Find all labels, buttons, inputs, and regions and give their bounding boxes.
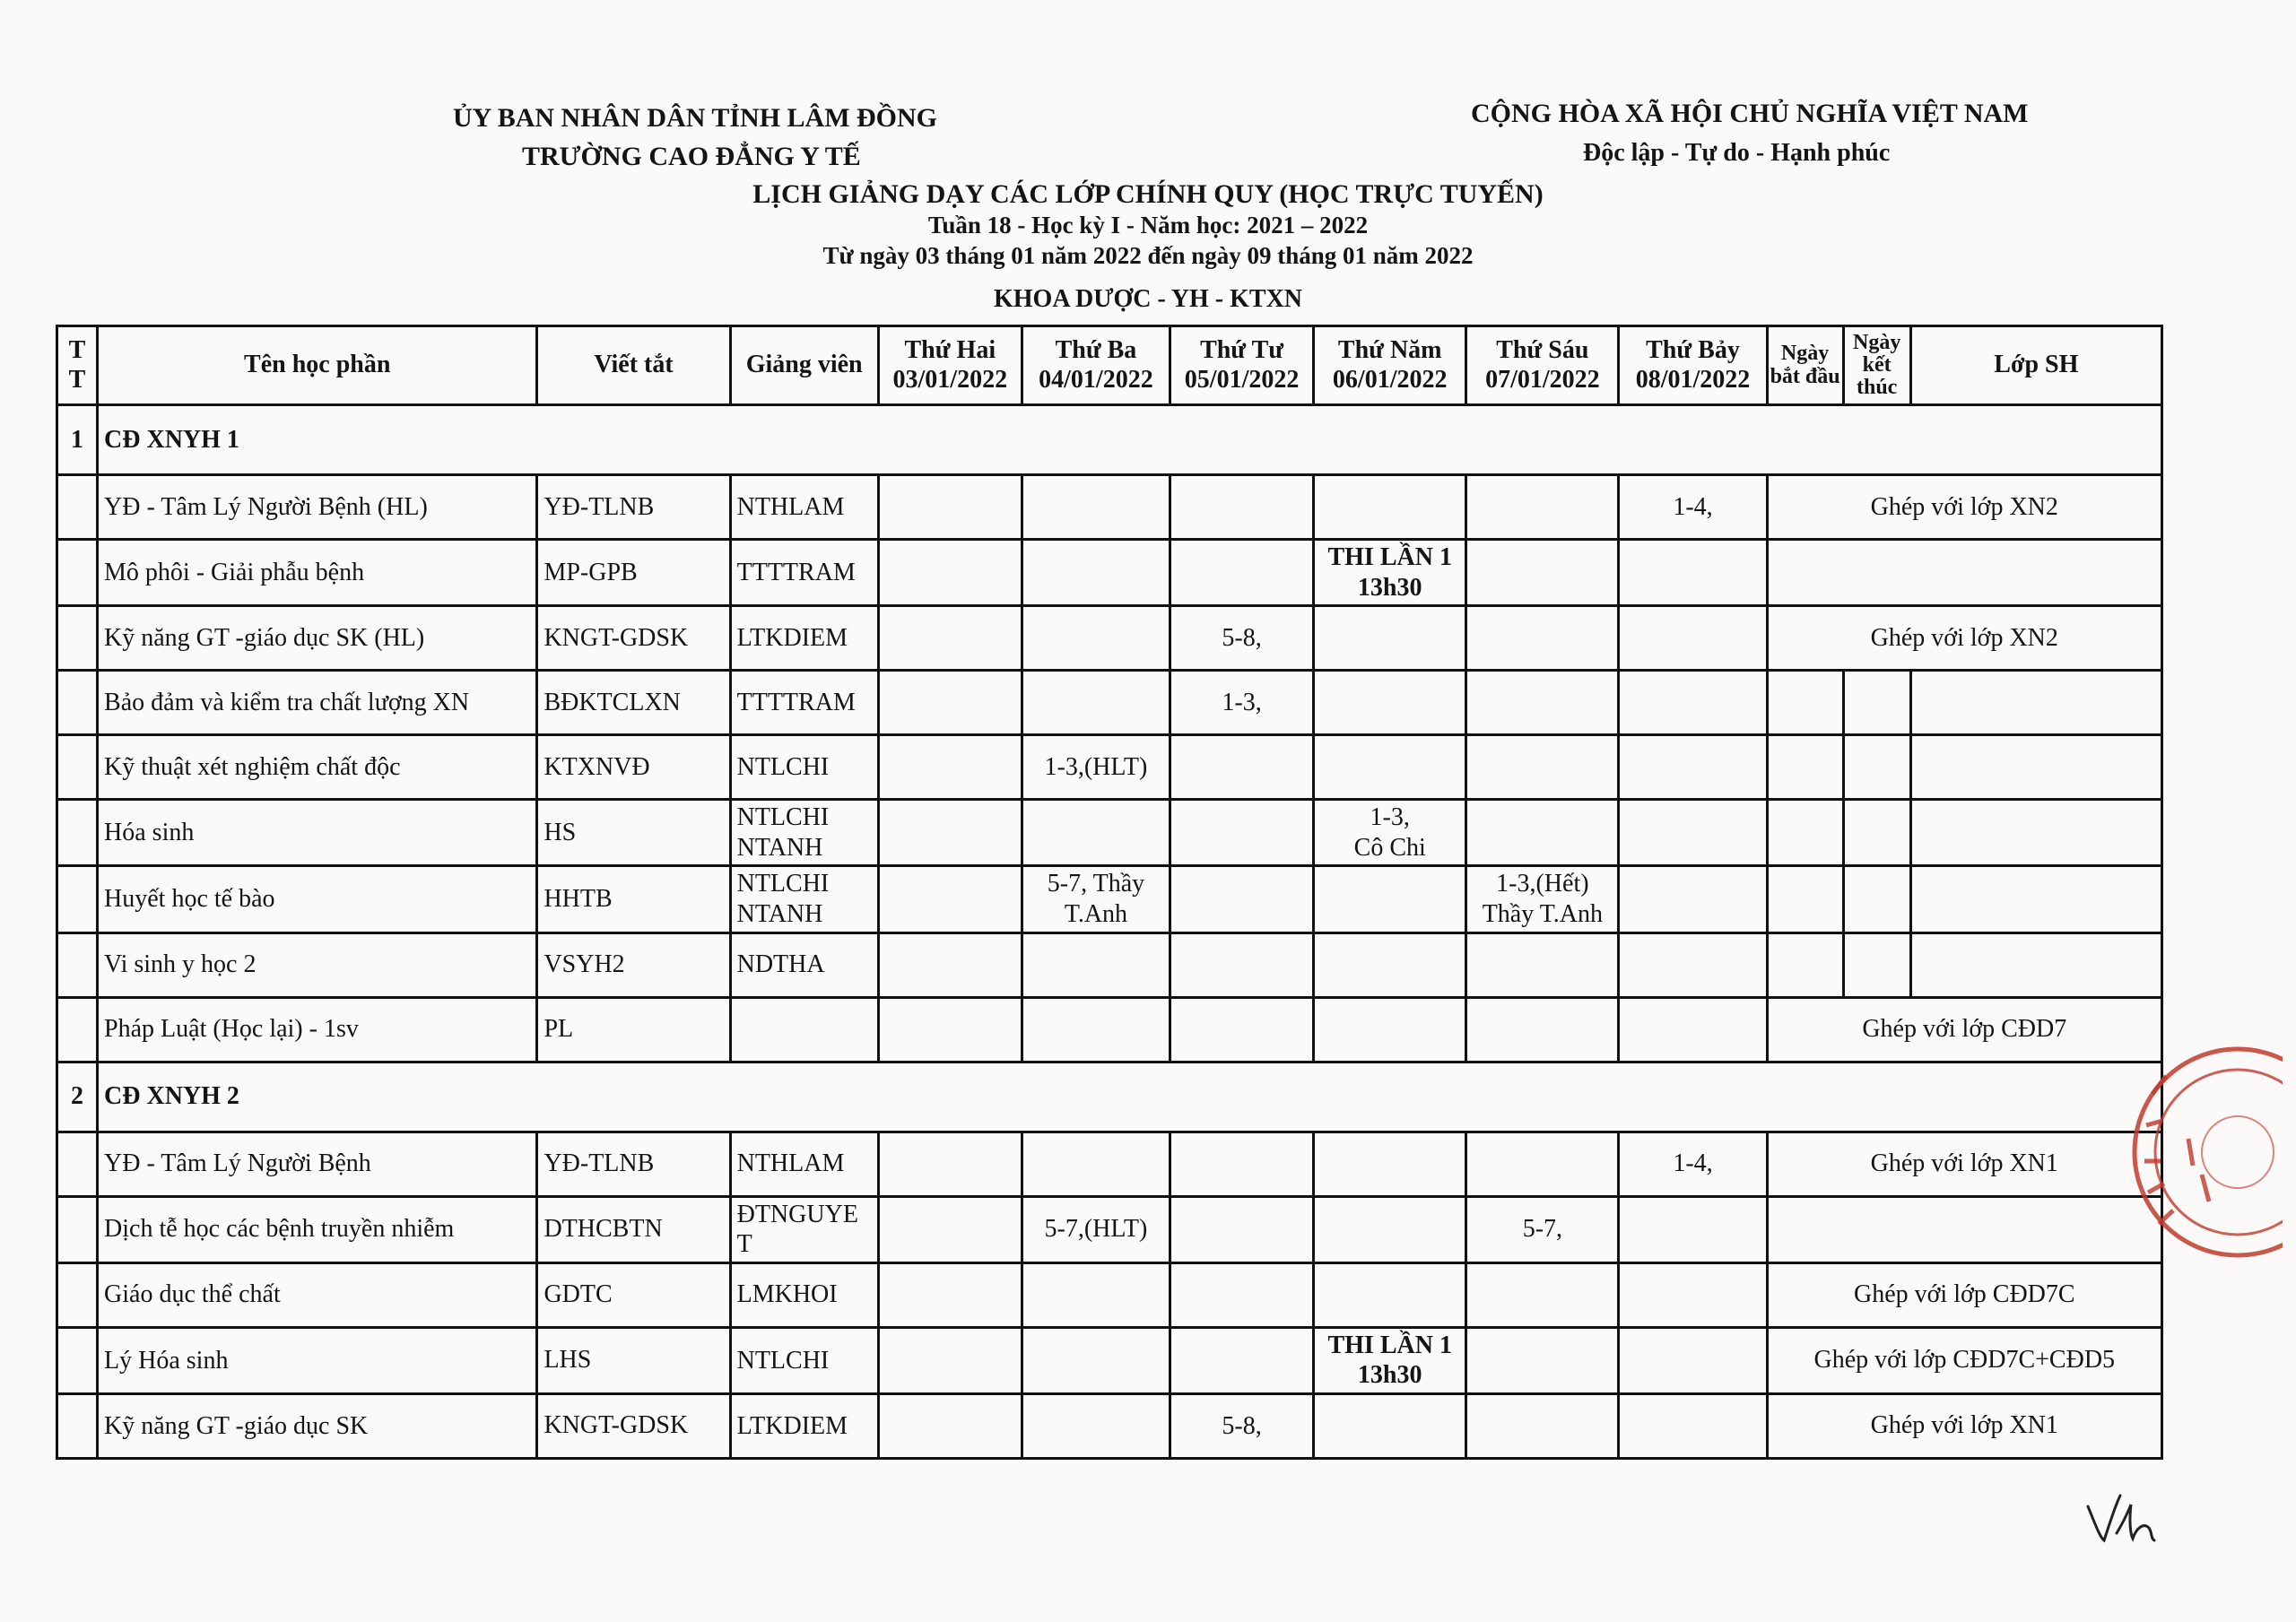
mon-cell [878,932,1022,997]
class-note-cell: Ghép với lớp XN1 [1767,1132,2161,1196]
col-header-end-date: Ngày kết thúc [1843,326,1910,405]
start-date-cell [1767,932,1843,997]
sat-cell [1619,606,1767,671]
sat-cell [1619,1393,1767,1458]
col-header-lecturer: Giảng viên [730,326,878,405]
sat-cell [1619,1262,1767,1327]
schedule-title: LỊCH GIẢNG DẠY CÁC LỚP CHÍNH QUY (HỌC TRỰC TUYẾN) [752,179,1544,209]
tt-cell [57,1393,98,1458]
group-row [57,1062,2162,1132]
table-row [57,1196,2162,1262]
thu-cell [1314,932,1466,997]
table-row [57,735,2162,800]
abbr-cell: YĐ-TLNB [537,1132,730,1196]
start-date-cell [1767,671,1843,735]
nation-line-1: CỘNG HÒA XÃ HỘI CHỦ NGHĨA VIỆT NAM [1471,99,2029,128]
subject-cell: Lý Hóa sinh [98,1327,537,1393]
class-note-cell: Ghép với lớp CĐD7C [1767,1262,2161,1327]
fri-cell [1466,540,1619,606]
class-cell [1910,800,2161,866]
fri-cell [1466,606,1619,671]
sat-cell [1619,671,1767,735]
mon-cell [878,735,1022,800]
tt-cell [57,932,98,997]
wed-cell [1170,1132,1314,1196]
schedule-table [56,325,2163,1460]
lecturer-cell [730,997,878,1062]
class-cell [1910,932,2161,997]
group-row [57,405,2162,475]
wed-cell [1170,932,1314,997]
abbr-cell: HS [537,800,730,866]
wed-cell [1170,540,1314,606]
thu-cell [1314,1393,1466,1458]
thu-cell [1314,671,1466,735]
mon-cell [878,475,1022,540]
fri-cell [1466,800,1619,866]
thu-cell: 1-3, Cô Chi [1314,800,1466,866]
end-date-cell [1843,866,1910,932]
subject-cell: Mô phôi - Giải phẫu bệnh [98,540,537,606]
table-row [57,475,2162,540]
tt-cell [57,475,98,540]
table-header-row [57,326,2162,405]
class-cell [1910,671,2161,735]
fri-cell [1466,475,1619,540]
class-note-cell: Ghép với lớp XN2 [1767,606,2161,671]
group-name: CĐ XNYH 2 [98,1062,2162,1132]
start-date-cell [1767,800,1843,866]
thu-cell: THI LẦN 1 13h30 [1314,1327,1466,1393]
org-line-2: TRƯỜNG CAO ĐẲNG Y TẾ [522,142,861,171]
wed-cell: 5-8, [1170,606,1314,671]
subject-cell: Kỹ năng GT -giáo dục SK [98,1393,537,1458]
lecturer-cell: NTLCHI NTANH [730,866,878,932]
tue-cell [1022,932,1170,997]
fri-cell [1466,1327,1619,1393]
wed-cell [1170,866,1314,932]
class-cell [1910,866,2161,932]
tt-cell [57,1262,98,1327]
mon-cell [878,800,1022,866]
org-line-1: ỦY BAN NHÂN DÂN TỈNH LÂM ĐỒNG [453,103,938,133]
schedule-subtitle-week: Tuần 18 - Học kỳ I - Năm học: 2021 – 2022 [927,212,1369,239]
department-name: KHOA DƯỢC - YH - KTXN [993,285,1303,313]
end-date-cell [1843,735,1910,800]
fri-cell [1466,1393,1619,1458]
table-row [57,997,2162,1062]
tue-cell [1022,997,1170,1062]
subject-cell: Kỹ thuật xét nghiệm chất độc [98,735,537,800]
wed-cell [1170,800,1314,866]
tue-cell [1022,540,1170,606]
handwritten-signature [2081,1488,2161,1551]
start-date-cell [1767,735,1843,800]
tue-cell: 5-7,(HLT) [1022,1196,1170,1262]
tt-cell [57,606,98,671]
lecturer-cell: TTTTRAM [730,540,878,606]
thu-cell [1314,1132,1466,1196]
tt-cell [57,735,98,800]
mon-cell [878,1327,1022,1393]
table-row [57,932,2162,997]
end-date-cell [1843,800,1910,866]
tt-cell [57,1196,98,1262]
wed-cell: 1-3, [1170,671,1314,735]
tt-cell [57,800,98,866]
tue-cell [1022,1327,1170,1393]
col-header-thu: Thứ Năm 06/01/2022 [1314,326,1466,405]
col-header-sat: Thứ Bảy 08/01/2022 [1619,326,1767,405]
sat-cell: 1-4, [1619,1132,1767,1196]
tt-cell [57,997,98,1062]
col-header-tue: Thứ Ba 04/01/2022 [1022,326,1170,405]
abbr-cell: PL [537,997,730,1062]
lecturer-cell: ĐTNGUYE T [730,1196,878,1262]
sat-cell [1619,800,1767,866]
tue-cell [1022,1393,1170,1458]
lecturer-cell: LTKDIEM [730,1393,878,1458]
subject-cell: Huyết học tế bào [98,866,537,932]
subject-cell: Hóa sinh [98,800,537,866]
col-header-class: Lớp SH [1910,326,2161,405]
abbr-cell: YĐ-TLNB [537,475,730,540]
table-row [57,671,2162,735]
subject-cell: Bảo đảm và kiểm tra chất lượng XN [98,671,537,735]
mon-cell [878,1196,1022,1262]
subject-cell: YĐ - Tâm Lý Người Bệnh (HL) [98,475,537,540]
subject-cell: Dịch tễ học các bệnh truyền nhiễm [98,1196,537,1262]
table-row [57,800,2162,866]
wed-cell [1170,475,1314,540]
sat-cell: 1-4, [1619,475,1767,540]
tue-cell [1022,475,1170,540]
lecturer-cell: NTLCHI [730,1327,878,1393]
abbr-cell: MP-GPB [537,540,730,606]
class-note-cell [1767,540,2161,606]
lecturer-cell: NDTHA [730,932,878,997]
end-date-cell [1843,671,1910,735]
wed-cell [1170,1327,1314,1393]
subject-cell: Pháp Luật (Học lại) - 1sv [98,997,537,1062]
nation-motto: Độc lập - Tự do - Hạnh phúc [1583,139,1891,167]
subject-cell: Vi sinh y học 2 [98,932,537,997]
tue-cell: 5-7, Thầy T.Anh [1022,866,1170,932]
mon-cell [878,606,1022,671]
col-header-tt: T T [57,326,98,405]
thu-cell [1314,866,1466,932]
abbr-cell: KNGT-GDSK [537,606,730,671]
abbr-cell: LHS [537,1327,730,1393]
tue-cell [1022,1132,1170,1196]
group-number: 2 [57,1062,98,1132]
abbr-cell: KTXNVĐ [537,735,730,800]
sat-cell [1619,997,1767,1062]
tue-cell: 1-3,(HLT) [1022,735,1170,800]
col-header-start-date: Ngày bắt đầu [1767,326,1843,405]
wed-cell [1170,735,1314,800]
col-header-mon: Thứ Hai 03/01/2022 [878,326,1022,405]
lecturer-cell: NTHLAM [730,1132,878,1196]
fri-cell [1466,1132,1619,1196]
class-cell [1910,735,2161,800]
lecturer-cell: NTHLAM [730,475,878,540]
schedule-subtitle-dates: Từ ngày 03 tháng 01 năm 2022 đến ngày 09 tháng 01 năm 2022 [822,242,1474,269]
sat-cell [1619,866,1767,932]
col-header-subject: Tên học phần [98,326,537,405]
thu-cell: THI LẦN 1 13h30 [1314,540,1466,606]
abbr-cell: DTHCBTN [537,1196,730,1262]
tue-cell [1022,1262,1170,1327]
tt-cell [57,866,98,932]
tt-cell [57,1132,98,1196]
table-row [57,1393,2162,1458]
mon-cell [878,671,1022,735]
sat-cell [1619,735,1767,800]
fri-cell: 1-3,(Hết) Thầy T.Anh [1466,866,1619,932]
tue-cell [1022,671,1170,735]
class-note-cell: Ghép với lớp XN1 [1767,1393,2161,1458]
abbr-cell: HHTB [537,866,730,932]
mon-cell [878,540,1022,606]
mon-cell [878,997,1022,1062]
table-row [57,866,2162,932]
red-seal-stamp [2103,1040,2283,1273]
start-date-cell [1767,866,1843,932]
mon-cell [878,1132,1022,1196]
mon-cell [878,1262,1022,1327]
table-row [57,540,2162,606]
table-row [57,1262,2162,1327]
sat-cell [1619,1327,1767,1393]
thu-cell [1314,1262,1466,1327]
class-note-cell: Ghép với lớp CĐD7C+CĐD5 [1767,1327,2161,1393]
wed-cell [1170,1196,1314,1262]
abbr-cell: KNGT-GDSK [537,1393,730,1458]
fri-cell [1466,735,1619,800]
wed-cell [1170,1262,1314,1327]
tt-cell [57,671,98,735]
wed-cell [1170,997,1314,1062]
lecturer-cell: NTLCHI [730,735,878,800]
thu-cell [1314,997,1466,1062]
mon-cell [878,866,1022,932]
abbr-cell: VSYH2 [537,932,730,997]
col-header-wed: Thứ Tư 05/01/2022 [1170,326,1314,405]
class-note-cell: Ghép với lớp CĐD7 [1767,997,2161,1062]
thu-cell [1314,1196,1466,1262]
subject-cell: YĐ - Tâm Lý Người Bệnh [98,1132,537,1196]
thu-cell [1314,735,1466,800]
tue-cell [1022,800,1170,866]
col-header-abbr: Viết tắt [537,326,730,405]
tue-cell [1022,606,1170,671]
table-row [57,1327,2162,1393]
lecturer-cell: NTLCHI NTANH [730,800,878,866]
wed-cell: 5-8, [1170,1393,1314,1458]
fri-cell [1466,932,1619,997]
fri-cell [1466,671,1619,735]
col-header-fri: Thứ Sáu 07/01/2022 [1466,326,1619,405]
subject-cell: Kỹ năng GT -giáo dục SK (HL) [98,606,537,671]
fri-cell [1466,1262,1619,1327]
subject-cell: Giáo dục thể chất [98,1262,537,1327]
lecturer-cell: TTTTRAM [730,671,878,735]
end-date-cell [1843,932,1910,997]
tt-cell [57,1327,98,1393]
mon-cell [878,1393,1022,1458]
fri-cell: 5-7, [1466,1196,1619,1262]
sat-cell [1619,932,1767,997]
tt-cell [57,540,98,606]
class-note-cell: Ghép với lớp XN2 [1767,475,2161,540]
lecturer-cell: LMKHOI [730,1262,878,1327]
sat-cell [1619,1196,1767,1262]
table-row [57,1132,2162,1196]
abbr-cell: GDTC [537,1262,730,1327]
group-name: CĐ XNYH 1 [98,405,2162,475]
thu-cell [1314,606,1466,671]
fri-cell [1466,997,1619,1062]
sat-cell [1619,540,1767,606]
lecturer-cell: LTKDIEM [730,606,878,671]
thu-cell [1314,475,1466,540]
abbr-cell: BĐKTCLXN [537,671,730,735]
group-number: 1 [57,405,98,475]
table-row [57,606,2162,671]
